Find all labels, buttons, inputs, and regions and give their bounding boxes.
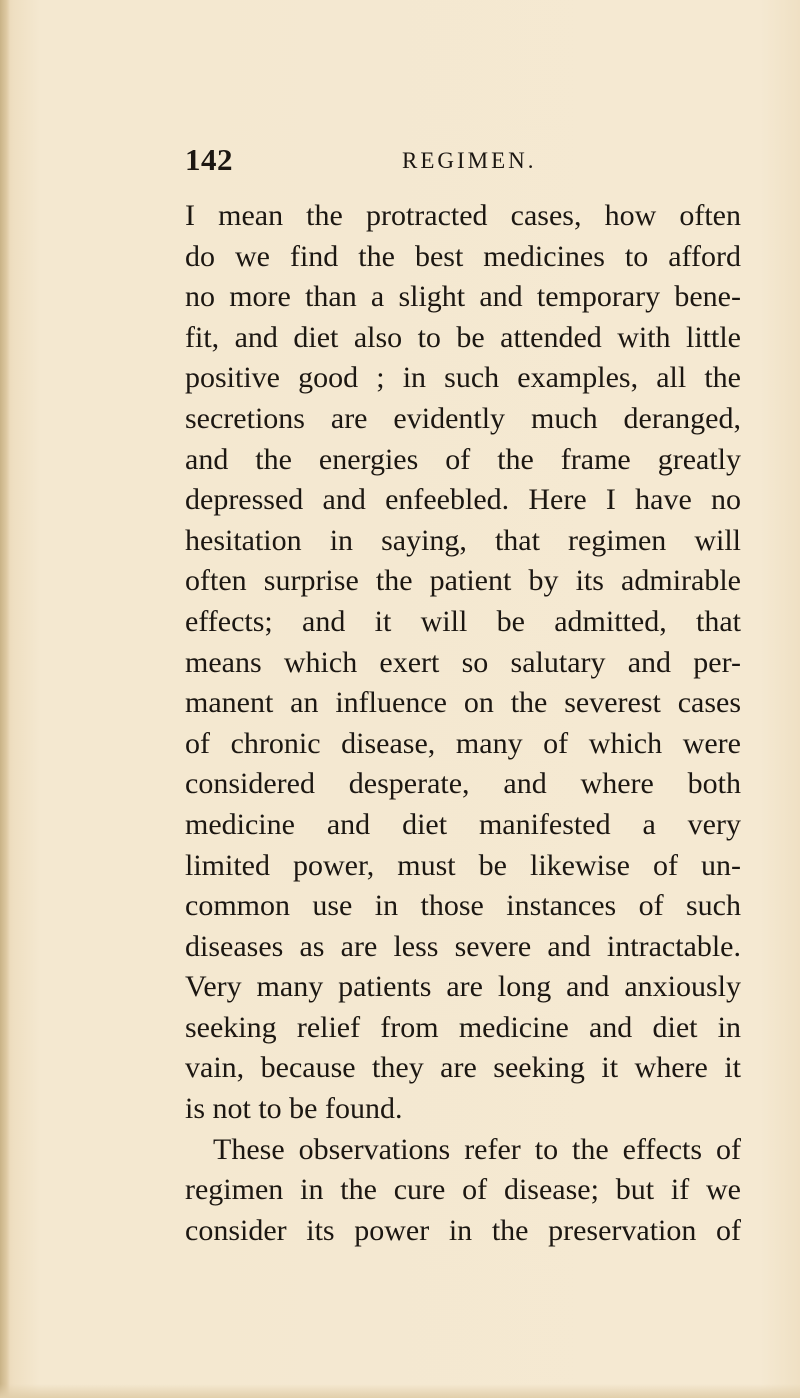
text-line: medicine and diet manifested a very	[185, 807, 741, 841]
text-line: I mean the protracted cases, how often	[185, 199, 741, 232]
text-line: considered desperate, and where both	[185, 767, 741, 801]
text-line: These observations refer to the effects of	[213, 1132, 741, 1166]
text-line: secretions are evidently much deranged,	[185, 401, 741, 435]
text-line: often surprise the patient by its admirable	[185, 564, 741, 598]
text-line: depressed and enfeebled. Here I have no	[185, 483, 741, 517]
text-line: of chronic disease, many of which were	[185, 726, 741, 760]
text-line: regimen in the cure of disease; but if we	[185, 1173, 741, 1207]
text-line: means which exert so salutary and per-	[185, 645, 741, 679]
page-bottom-edge-shadow	[0, 1384, 800, 1398]
text-line: limited power, must be likewise of un-	[185, 848, 741, 882]
text-line: manent an influence on the severest cases	[185, 686, 741, 720]
text-line: effects; and it will be admitted, that	[185, 604, 741, 638]
text-line: vain, because they are seeking it where it	[185, 1051, 741, 1085]
text-line: seeking relief from medicine and diet in	[185, 1010, 741, 1044]
page-left-edge-shadow	[0, 0, 10, 1398]
text-line: no more than a slight and temporary bene-	[185, 280, 741, 314]
text-line: consider its power in the preservation of	[185, 1213, 741, 1247]
text-line: is not to be found.	[185, 1092, 403, 1126]
running-head: REGIMEN.	[402, 148, 537, 173]
text-line: and the energies of the frame greatly	[185, 442, 741, 476]
page-header	[185, 140, 605, 180]
text-line: hesitation in saying, that regimen will	[185, 523, 741, 557]
text-line: positive good ; in such examples, all the	[185, 361, 741, 395]
text-line: Very many patients are long and anxiously	[185, 970, 741, 1004]
text-line: diseases as are less severe and intractable.	[185, 929, 741, 963]
page-number: 142	[185, 142, 233, 177]
body-text	[185, 196, 741, 1251]
text-line: fit, and diet also to be attended with little	[185, 320, 741, 354]
text-line: common use in those instances of such	[185, 889, 741, 923]
text-line: do we find the best medicines to afford	[185, 239, 741, 273]
